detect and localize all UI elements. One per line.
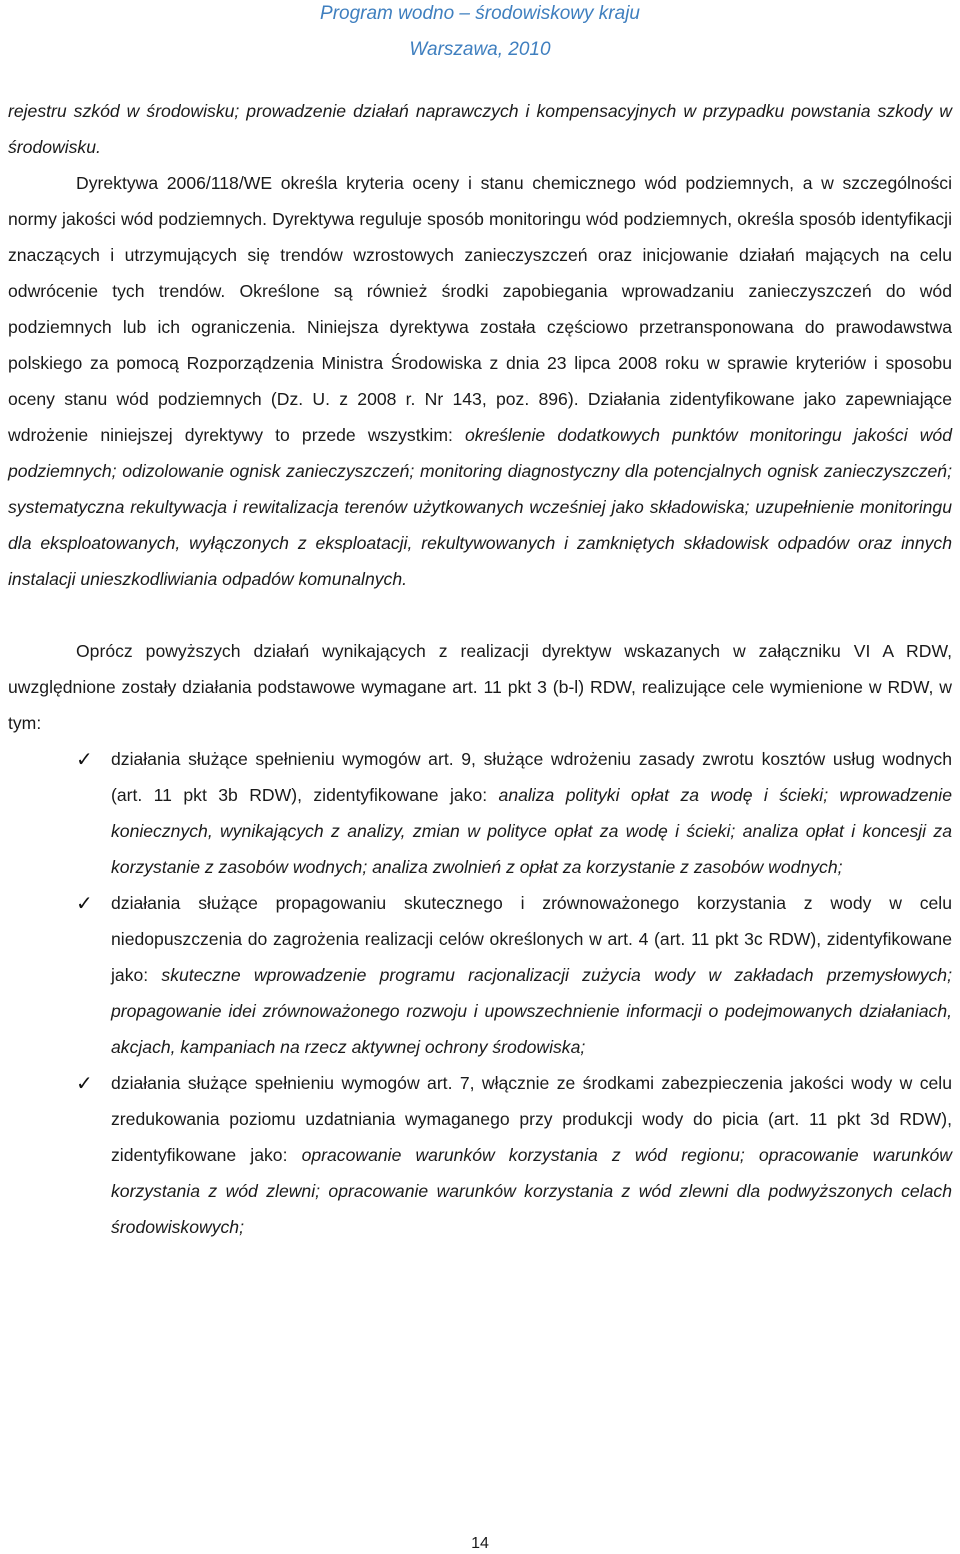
paragraph-spacer: [8, 597, 952, 633]
measures-checklist: [8, 741, 952, 1245]
page-number: 14: [471, 1535, 489, 1552]
document-body: [8, 93, 952, 1245]
header-subtitle: Warszawa, 2010: [409, 39, 551, 60]
paragraph-continuation-text: rejestru szkód w środowisku; prowadzenie działań naprawczych i kompensacyjnych w przypadku powstania szkody w środowisku.: [8, 101, 952, 157]
paragraph-directive-2006-118: [8, 165, 952, 597]
checklist-item-2-actions: skuteczne wprowadzenie programu racjonalizacji zużycia wody w zakładach przemysłowych; propagowanie idei zrównoważonego rozwoju i upowszechnienie informacji o podejmowanych działaniach, akcjach, kampaniach na rzecz aktywnej ochrony środowiska;: [111, 965, 952, 1057]
checkmark-icon: ✓: [76, 747, 93, 771]
checklist-item-3: [8, 1065, 952, 1245]
checklist-item-3-actions: opracowanie warunków korzystania z wód regionu; opracowanie warunków korzystania z wód zlewni; opracowanie warunków korzystania z wód zlewni dla podwyższonych celach środowiskowych;: [111, 1145, 953, 1237]
checklist-item-1-actions: analiza polityki opłat za wodę i ścieki; wprowadzenie koniecznych, wynikających z analizy, zmian w polityce opłat za wodę i ścieki; analiza opłat i koncesji za korzystanie z zasobów wodnych; analiza zwolnień z opłat za korzystanie z zasobów wodnych;: [111, 785, 952, 877]
checklist-item-2-text: działania służące propagowaniu skutecznego i zrównoważonego korzystania z wody w celu niedopuszczenia do zagrożenia realizacji celów określonych w art. 4 (art. 11 pkt 3c RDW), zidentyfikowane jako:: [111, 893, 952, 985]
checklist-item-1-text: działania służące spełnieniu wymogów art. 9, służące wdrożeniu zasady zwrotu kosztów usług wodnych (art. 11 pkt 3b RDW), zidentyfikowane jako:: [111, 749, 952, 805]
paragraph-directive-actions: określenie dodatkowych punktów monitoringu jakości wód podziemnych; odizolowanie ognisk zanieczyszczeń; monitoring diagnostyczny dla potencjalnych ognisk zanieczyszczeń; systematyczna rekultywacja i rewitalizacja terenów użytkowanych wcześniej jako składowiska; uzupełnienie monitoringu dla eksploatowanych, wyłączonych z eksploatacji, rekultywowanych i zamkniętych składowisk odpadów oraz innych instalacji unieszkodliwiania odpadów komunalnych.: [8, 425, 952, 589]
paragraph-directive-text: Dyrektywa 2006/118/WE określa kryteria oceny i stanu chemicznego wód podziemnych, a w szczególności normy jakości wód podziemnych. Dyrektywa reguluje sposób monitoringu wód podziemnych, określa sposób identyfikacji znaczących i utrzymujących się trendów wzrostowych zanieczyszczeń oraz inicjowanie działań mających na celu odwrócenie tych trendów. Określone są również środki zapobiegania wprowadzaniu zanieczyszczeń do wód podziemnych lub ich ograniczenia. Niniejsza dyrektywa została częściowo przetransponowana do prawodawstwa polskiego za pomocą Rozporządzenia Ministra Środowiska z dnia 23 lipca 2008 roku w sprawie kryteriów i sposobu oceny stanu wód podziemnych (Dz. U. z 2008 r. Nr 143, poz. 896). Działania zidentyfikowane jako zapewniające wdrożenie niniejszej dyrektywy to przede wszystkim:: [8, 173, 952, 445]
paragraph-basic-measures: Oprócz powyższych działań wynikających z realizacji dyrektyw wskazanych w załączniku VI A RDW, uwzględnione zostały działania podstawowe wymagane art. 11 pkt 3 (b-l) RDW, realizujące cele wymienione w RDW, w tym:: [8, 641, 952, 733]
checklist-item-3-text: działania służące spełnieniu wymogów art. 7, włącznie ze środkami zabezpieczenia jakości wody w celu zredukowania poziomu uzdatniania wymaganego przy produkcji wody do picia (art. 11 pkt 3d RDW), zidentyfikowane jako:: [111, 1073, 952, 1165]
checkmark-icon: ✓: [76, 891, 93, 915]
checklist-item-1: [8, 741, 952, 885]
checkmark-icon: ✓: [76, 1071, 93, 1095]
checklist-item-2: [8, 885, 952, 1065]
paragraph-continuation: [8, 93, 952, 165]
header-title: Program wodno – środowiskowy kraju: [320, 3, 640, 24]
